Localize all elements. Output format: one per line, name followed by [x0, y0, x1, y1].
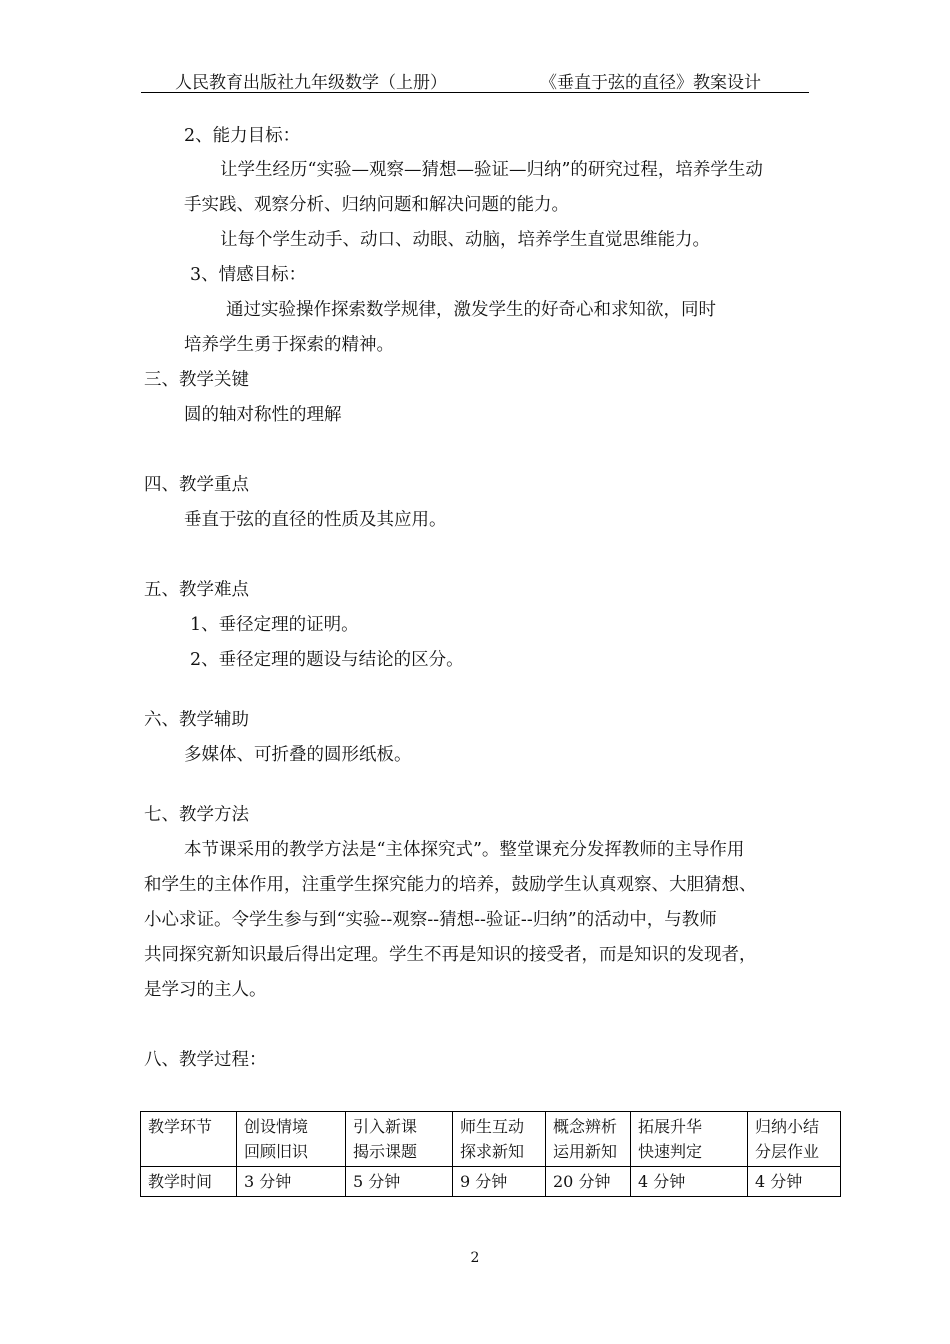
emotion-paragraph-line-2: 培养学生勇于探索的精神。 — [184, 335, 394, 355]
ability-paragraph-line-2: 手实践、观察分析、归纳问题和解决问题的能力。 — [184, 195, 569, 215]
header-left: 人民教育出版社九年级数学（上册） — [175, 73, 447, 93]
table-cell: 引入新课 揭示课题 — [346, 1112, 453, 1167]
table-cell: 9 分钟 — [453, 1167, 546, 1197]
table-cell: 4 分钟 — [631, 1167, 748, 1197]
page-number: 2 — [470, 1250, 480, 1266]
section-heading-6: 六、教学辅助 — [144, 710, 249, 730]
emotion-paragraph-line-1: 通过实验操作探索数学规律，激发学生的好奇心和求知欲，同时 — [226, 300, 716, 320]
section-body-4: 垂直于弦的直径的性质及其应用。 — [184, 510, 447, 530]
table-cell: 拓展升华 快速判定 — [631, 1112, 748, 1167]
table-cell: 教学环节 — [141, 1112, 237, 1167]
section-7-line-3: 小心求证。令学生参与到“实验--观察--猜想--验证--归纳”的活动中，与教师 — [144, 910, 717, 930]
section-heading-7: 七、教学方法 — [144, 805, 249, 825]
section-heading-8: 八、教学过程： — [144, 1050, 267, 1070]
section-heading-5: 五、教学难点 — [144, 580, 249, 600]
header-rule — [141, 92, 809, 93]
teaching-process-table — [140, 1111, 841, 1197]
table-cell: 5 分钟 — [346, 1167, 453, 1197]
table-cell: 4 分钟 — [748, 1167, 841, 1197]
section-5-item-2: 2、垂径定理的题设与结论的区分。 — [190, 650, 464, 670]
table-cell: 教学时间 — [141, 1167, 237, 1197]
section-5-item-1: 1、垂径定理的证明。 — [190, 615, 359, 635]
table-cell: 创设情境 回顾旧识 — [237, 1112, 346, 1167]
table-cell: 20 分钟 — [546, 1167, 631, 1197]
table-cell: 概念辨析 运用新知 — [546, 1112, 631, 1167]
ability-paragraph-2: 让每个学生动手、动口、动眼、动脑，培养学生直觉思维能力。 — [220, 230, 710, 250]
ability-heading: 2、能力目标： — [184, 126, 301, 146]
section-7-line-1: 本节课采用的教学方法是“主体探究式”。整堂课充分发挥教师的主导作用 — [184, 840, 745, 860]
section-7-line-5: 是学习的主人。 — [144, 980, 267, 1000]
section-7-line-4: 共同探究新知识最后得出定理。学生不再是知识的接受者，而是知识的发现者， — [144, 945, 757, 965]
table-cell: 3 分钟 — [237, 1167, 346, 1197]
section-heading-4: 四、教学重点 — [144, 475, 249, 495]
ability-paragraph-line-1: 让学生经历“实验—观察—猜想—验证—归纳”的研究过程，培养学生动 — [220, 160, 763, 180]
section-7-line-2: 和学生的主体作用，注重学生探究能力的培养，鼓励学生认真观察、大胆猜想、 — [144, 875, 757, 895]
section-body-6: 多媒体、可折叠的圆形纸板。 — [184, 745, 412, 765]
header-right: 《垂直于弦的直径》教案设计 — [540, 73, 761, 93]
table-cell: 归纳小结 分层作业 — [748, 1112, 841, 1167]
table-row — [141, 1112, 841, 1167]
section-body-3: 圆的轴对称性的理解 — [184, 405, 342, 425]
section-heading-3: 三、教学关键 — [144, 370, 249, 390]
table-row — [141, 1167, 841, 1197]
emotion-heading: 3、情感目标： — [190, 265, 307, 285]
table-cell: 师生互动 探求新知 — [453, 1112, 546, 1167]
